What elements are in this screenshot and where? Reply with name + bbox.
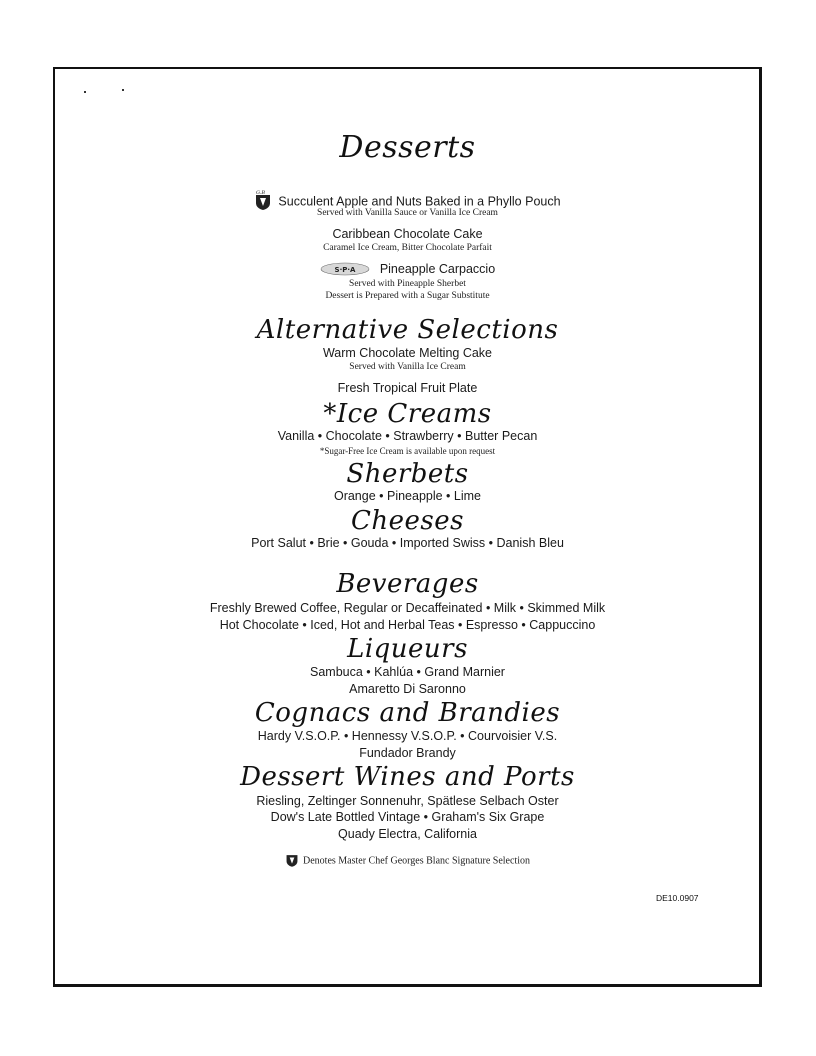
scan-speck	[122, 89, 124, 91]
ice-creams-note: *Sugar-Free Ice Cream is available upon request	[319, 446, 496, 456]
liqueurs-line: Amaretto Di Saronno	[349, 682, 466, 696]
desserts-heading: Desserts	[339, 130, 476, 165]
liqueurs-heading: Liqueurs	[347, 634, 468, 664]
sherbets-heading: Sherbets	[346, 459, 469, 489]
dessert-wines-line: Dow's Late Bottled Vintage • Graham's Six Grape	[270, 810, 545, 824]
beverages-line: Hot Chocolate • Iced, Hot and Herbal Teas • Espresso • Cappuccino	[219, 618, 596, 632]
liqueurs-line: Sambuca • Kahlúa • Grand Marnier	[310, 665, 505, 679]
dessert-item-name: Succulent Apple and Nuts Baked in a Phyllo Pouch	[278, 194, 561, 209]
ice-creams-list: Vanilla • Chocolate • Strawberry • Butter Pecan	[277, 429, 538, 443]
spa-mark-text: S·P·A	[334, 265, 356, 274]
dessert-item-detail: Dessert is Prepared with a Sugar Substitute	[325, 291, 490, 301]
cognacs-heading: Cognacs and Brandies	[254, 698, 561, 728]
dessert-wines-line: Quady Electra, California	[338, 827, 477, 841]
cognacs-line: Fundador Brandy	[359, 746, 456, 760]
menu-code: DE10.0907	[656, 893, 699, 903]
alternative-heading: Alternative Selections	[256, 315, 559, 345]
dessert-item-pineapple	[55, 262, 760, 277]
beverages-heading: Beverages	[336, 569, 479, 599]
alternative-item-name: Warm Chocolate Melting Cake	[322, 346, 493, 360]
dessert-item-detail: Served with Pineapple Sherbet	[349, 279, 466, 289]
cheeses-heading: Cheeses	[351, 506, 464, 536]
dessert-item-detail: Caramel Ice Cream, Bitter Chocolate Parfait	[323, 243, 492, 253]
alternative-item-name: Fresh Tropical Fruit Plate	[337, 381, 478, 395]
alternative-item-detail: Served with Vanilla Ice Cream	[349, 362, 466, 372]
ice-creams-heading: *Ice Creams	[323, 399, 492, 429]
beverages-line: Freshly Brewed Coffee, Regular or Decaffeinated • Milk • Skimmed Milk	[209, 601, 606, 615]
dessert-wines-heading: Dessert Wines and Ports	[240, 762, 575, 792]
dessert-item-name: Pineapple Carpaccio	[379, 262, 496, 276]
cognacs-line: Hardy V.S.O.P. • Hennessy V.S.O.P. • Courvoisier V.S.	[257, 729, 558, 743]
gb-signature-icon	[285, 850, 299, 868]
dessert-item-detail: Served with Vanilla Sauce or Vanilla Ice Cream	[317, 208, 498, 218]
signature-note	[55, 852, 760, 870]
signature-note-text: Denotes Master Chef Georges Blanc Signature Selection	[303, 855, 530, 867]
dessert-wines-line: Riesling, Zeltinger Sonnenuhr, Spätlese Selbach Oster	[256, 794, 559, 808]
cheeses-list: Port Salut • Brie • Gouda • Imported Swiss • Danish Bleu	[251, 536, 564, 550]
gb-mark-text: G.B	[256, 190, 266, 196]
dessert-item-name: Caribbean Chocolate Cake	[332, 227, 483, 241]
spa-icon	[320, 262, 370, 276]
scan-speck	[84, 91, 86, 93]
sherbets-list: Orange • Pineapple • Lime	[333, 489, 482, 503]
